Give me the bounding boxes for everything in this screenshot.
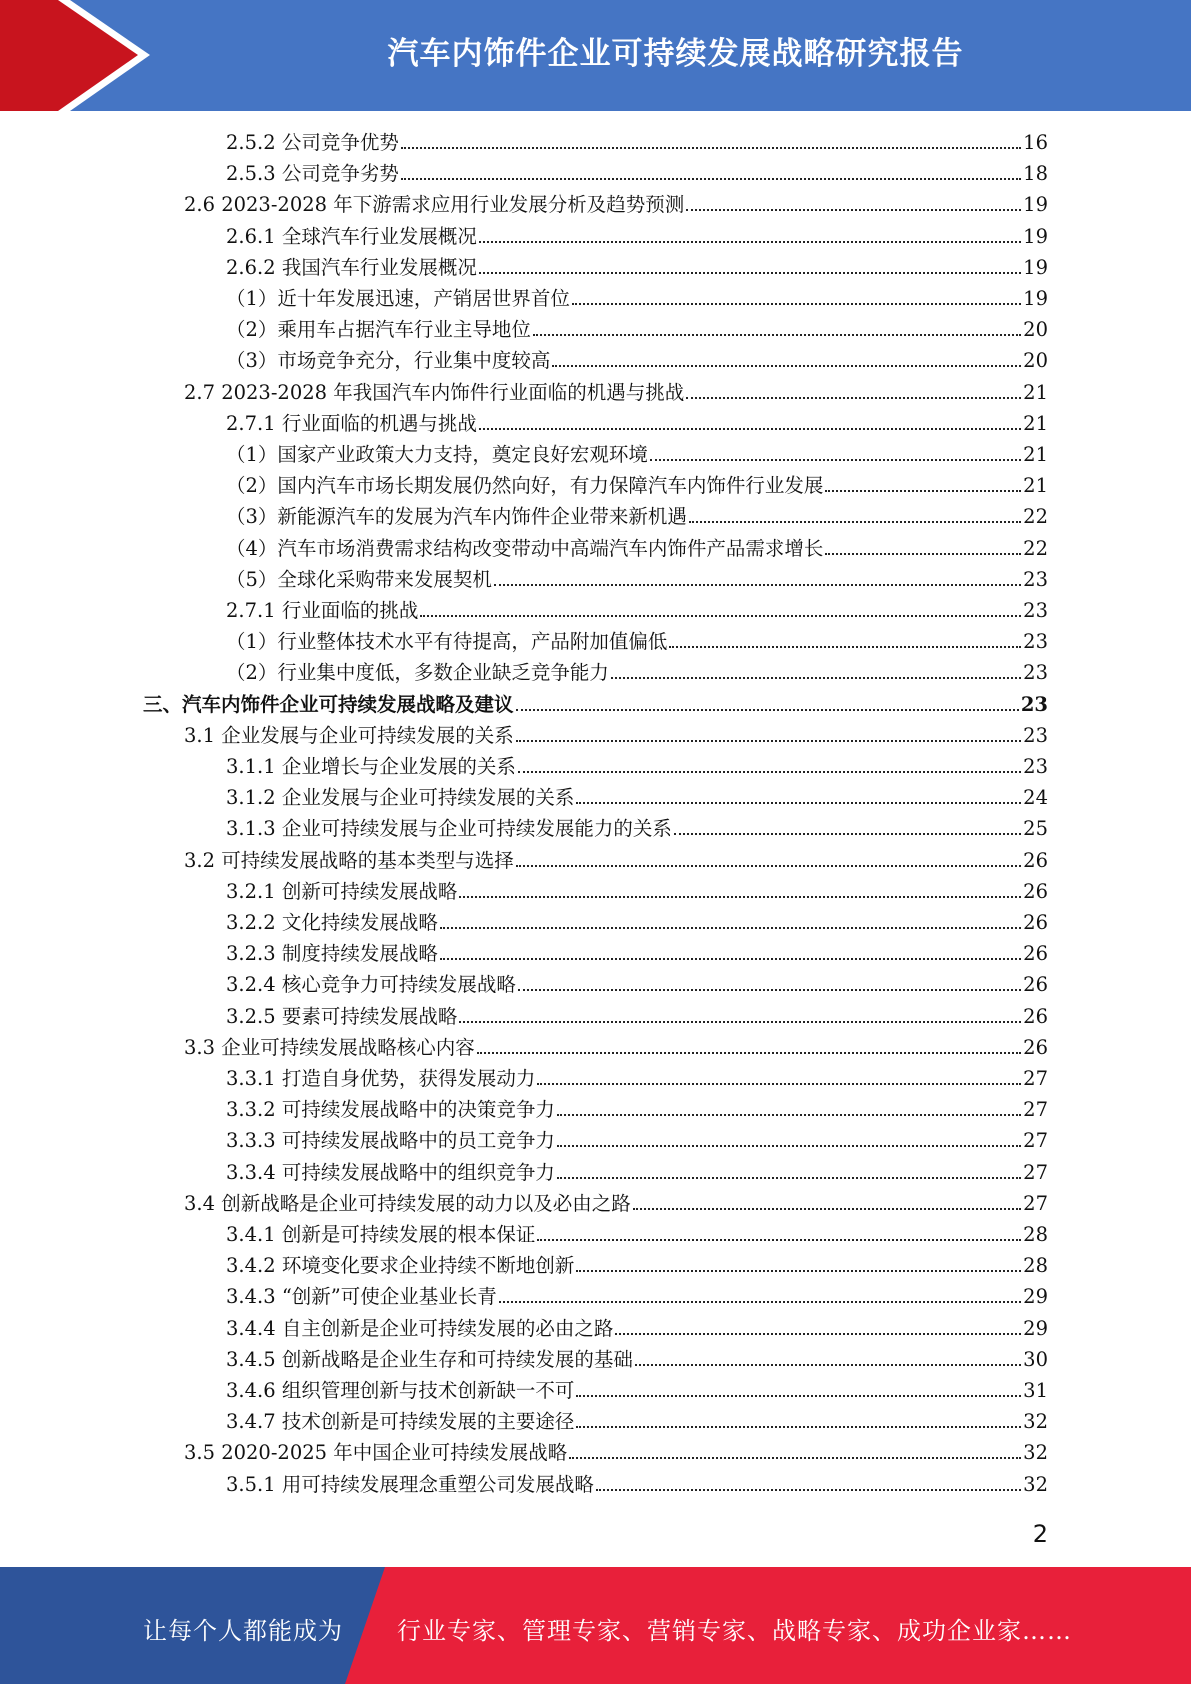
toc-entry[interactable]	[226, 127, 1048, 158]
toc-entry[interactable]	[226, 252, 1048, 283]
toc-entry-title: 3.4.5 创新战略是企业生存和可持续发展的基础	[226, 1347, 633, 1371]
toc-entry[interactable]	[226, 813, 1048, 844]
toc-entry[interactable]	[226, 782, 1048, 813]
toc-entry-title: 2.6 2023-2028 年下游需求应用行业发展分析及趋势预测	[184, 193, 685, 217]
report-title: 汽车内饰件企业可持续发展战略研究报告	[387, 36, 964, 72]
toc-entry-title: 3.3 企业可持续发展战略核心内容	[184, 1035, 475, 1059]
toc-entry-page: 23	[1023, 755, 1048, 778]
toc-entry-page: 23	[1023, 599, 1048, 622]
toc-dot-leader	[557, 1144, 1021, 1147]
toc-entry-page: 22	[1023, 505, 1048, 529]
toc-entry[interactable]	[226, 595, 1048, 626]
toc-entry-title: 3.2.5 要素可持续发展战略	[226, 1004, 458, 1028]
toc-dot-leader	[552, 364, 1021, 367]
toc-dot-leader	[440, 957, 1021, 960]
toc-dot-leader	[557, 1113, 1021, 1116]
toc-dot-leader	[674, 832, 1021, 835]
toc-entry[interactable]	[226, 345, 1048, 376]
toc-entry-page: 32	[1023, 1410, 1048, 1434]
page-header	[0, 0, 1191, 111]
toc-entry-page: 24	[1023, 786, 1048, 810]
toc-dot-leader	[516, 708, 1019, 711]
toc-dot-leader	[516, 739, 1021, 742]
toc-entry[interactable]	[226, 439, 1048, 470]
toc-dot-leader	[518, 988, 1021, 991]
toc-entry[interactable]	[226, 533, 1048, 564]
toc-dot-leader	[615, 1332, 1021, 1335]
toc-entry-page: 21	[1023, 380, 1048, 404]
toc-entry[interactable]	[226, 907, 1048, 938]
toc-dot-leader	[499, 1300, 1021, 1303]
page-number: 2	[1032, 1520, 1048, 1548]
toc-dot-leader	[596, 1488, 1021, 1491]
toc-entry-page: 29	[1023, 1316, 1048, 1340]
toc-entry[interactable]	[226, 408, 1048, 439]
toc-entry[interactable]	[226, 1063, 1048, 1094]
toc-dot-leader	[459, 895, 1021, 898]
toc-entry-page: 19	[1023, 287, 1048, 310]
toc-entry-page: 23	[1023, 630, 1048, 654]
toc-dot-leader	[459, 1020, 1021, 1023]
toc-entry-title: 3.4.1 创新是可持续发展的根本保证	[226, 1223, 536, 1246]
toc-entry-page: 26	[1023, 911, 1048, 934]
toc-dot-leader	[569, 1456, 1021, 1459]
toc-entry-title: （5）全球化采购带来发展契机	[226, 567, 492, 591]
toc-entry-page: 26	[1023, 848, 1048, 872]
toc-entry-title: 3.2 可持续发展战略的基本类型与选择	[184, 848, 514, 872]
toc-entry[interactable]	[226, 1344, 1048, 1375]
toc-entry-page: 26	[1023, 879, 1048, 903]
toc-entry-title: 3.5.1 用可持续发展理念重塑公司发展战略	[226, 1472, 594, 1496]
toc-dot-leader	[533, 333, 1021, 336]
toc-dot-leader	[518, 770, 1021, 773]
toc-entry[interactable]	[226, 158, 1048, 189]
toc-entry[interactable]	[226, 1094, 1048, 1125]
toc-entry[interactable]	[184, 189, 1048, 220]
toc-entry[interactable]	[226, 1281, 1048, 1312]
toc-entry-page: 20	[1023, 349, 1048, 373]
toc-entry-page: 16	[1023, 131, 1048, 154]
toc-entry-title: 3.4.3 “创新”可使企业基业长青	[226, 1285, 497, 1309]
toc-dot-leader	[420, 614, 1021, 617]
toc-dot-leader	[689, 520, 1021, 523]
toc-entry-page: 23	[1020, 692, 1048, 716]
toc-entry-title: 3.5 2020-2025 年中国企业可持续发展战略	[184, 1441, 568, 1465]
toc-entry-title: 3.2.2 文化持续发展战略	[226, 911, 438, 934]
toc-entry-title: （2）国内汽车市场长期发展仍然向好，有力保障汽车内饰件行业发展	[226, 474, 824, 498]
toc-entry-title: （1）行业整体技术水平有待提高，产品附加值偏低	[226, 630, 668, 654]
toc-entry[interactable]	[226, 283, 1048, 314]
toc-entry-title: （1）国家产业政策大力支持，奠定良好宏观环境	[226, 443, 648, 466]
toc-dot-leader	[611, 676, 1021, 679]
toc-entry[interactable]	[226, 1157, 1048, 1188]
toc-dot-leader	[401, 177, 1021, 180]
toc-entry[interactable]	[226, 938, 1048, 969]
toc-entry[interactable]	[143, 689, 1048, 720]
toc-entry[interactable]	[226, 1001, 1048, 1032]
toc-entry[interactable]	[226, 1219, 1048, 1250]
toc-entry-page: 27	[1023, 1129, 1048, 1153]
toc-entry[interactable]	[226, 657, 1048, 688]
toc-dot-leader	[825, 552, 1021, 555]
toc-entry-page: 23	[1023, 567, 1048, 591]
toc-entry-page: 21	[1023, 474, 1048, 498]
toc-entry[interactable]	[184, 377, 1048, 408]
toc-entry[interactable]	[226, 1375, 1048, 1406]
toc-entry-page: 31	[1023, 1379, 1048, 1402]
toc-entry-title: 2.7.1 行业面临的挑战	[226, 599, 419, 622]
toc-entry-page: 19	[1023, 224, 1048, 248]
toc-entry-page: 26	[1023, 942, 1048, 966]
toc-entry[interactable]	[226, 564, 1048, 595]
toc-entry-page: 30	[1023, 1347, 1048, 1371]
toc-dot-leader	[494, 583, 1021, 586]
toc-entry-title: 3.1.3 企业可持续发展与企业可持续发展能力的关系	[226, 817, 672, 841]
toc-dot-leader	[479, 427, 1021, 430]
toc-entry[interactable]	[226, 470, 1048, 501]
toc-entry-title: 3.4.4 自主创新是企业可持续发展的必由之路	[226, 1316, 614, 1340]
toc-dot-leader	[686, 208, 1021, 211]
toc-entry[interactable]	[184, 845, 1048, 876]
toc-entry[interactable]	[226, 1125, 1048, 1156]
toc-entry-page: 32	[1023, 1472, 1048, 1496]
toc-dot-leader	[477, 1051, 1021, 1054]
toc-dot-leader	[576, 1425, 1021, 1428]
toc-dot-leader	[576, 1394, 1021, 1397]
toc-dot-leader	[537, 1082, 1021, 1085]
toc-entry-title: 3.4.6 组织管理创新与技术创新缺一不可	[226, 1379, 575, 1402]
toc-dot-leader	[557, 1176, 1021, 1179]
toc-entry-title: 2.5.2 公司竞争优势	[226, 131, 399, 154]
toc-entry[interactable]	[226, 626, 1048, 657]
toc-entry-page: 25	[1023, 817, 1048, 841]
toc-entry-page: 29	[1023, 1285, 1048, 1309]
toc-entry-title: 3.3.2 可持续发展战略中的决策竞争力	[226, 1098, 555, 1122]
page-footer	[0, 1567, 1191, 1684]
toc-entry-title: 3.2.3 制度持续发展战略	[226, 942, 438, 966]
toc-entry-page: 19	[1023, 255, 1048, 279]
toc-dot-leader	[635, 1363, 1021, 1366]
toc-entry-title: （3）市场竞争充分，行业集中度较高	[226, 349, 551, 373]
toc-entry[interactable]	[226, 1313, 1048, 1344]
toc-dot-leader	[440, 926, 1021, 929]
toc-entry-page: 20	[1023, 318, 1048, 342]
toc-entry-title: 3.4.7 技术创新是可持续发展的主要途径	[226, 1410, 575, 1434]
toc-dot-leader	[576, 801, 1021, 804]
toc-entry-title: 2.7 2023-2028 年我国汽车内饰件行业面临的机遇与挑战	[184, 380, 685, 404]
toc-dot-leader	[516, 864, 1021, 867]
toc-entry-title: 2.7.1 行业面临的机遇与挑战	[226, 411, 477, 435]
toc-entry-title: 3.1 企业发展与企业可持续发展的关系	[184, 723, 514, 747]
toc-entry[interactable]	[184, 1188, 1048, 1219]
toc-dot-leader	[572, 302, 1021, 305]
toc-entry-page: 21	[1023, 411, 1048, 435]
footer-slogan-right: 行业专家、管理专家、营销专家、战略专家、成功企业家……	[397, 1617, 1072, 1645]
toc-entry-page: 27	[1023, 1098, 1048, 1122]
toc-entry-title: （2）乘用车占据汽车行业主导地位	[226, 318, 531, 342]
toc-entry-title: 3.3.4 可持续发展战略中的组织竞争力	[226, 1160, 555, 1184]
toc-entry-page: 19	[1023, 193, 1048, 217]
toc-entry-page: 26	[1023, 973, 1048, 997]
toc-dot-leader	[537, 1238, 1021, 1241]
toc-entry-title: 3.2.4 核心竞争力可持续发展战略	[226, 973, 516, 997]
toc-entry-title: 3.2.1 创新可持续发展战略	[226, 879, 458, 903]
toc-entry-title: 3.3.3 可持续发展战略中的员工竞争力	[226, 1129, 555, 1153]
toc-entry-title: 3.4 创新战略是企业可持续发展的动力以及必由之路	[184, 1191, 631, 1215]
toc-entry[interactable]	[226, 969, 1048, 1000]
toc-entry-page: 26	[1023, 1035, 1048, 1059]
toc-dot-leader	[669, 645, 1021, 648]
toc-entry-title: 3.3.1 打造自身优势，获得发展动力	[226, 1067, 536, 1090]
toc-entry[interactable]	[226, 314, 1048, 345]
toc-entry-title: （1）近十年发展迅速，产销居世界首位	[226, 287, 570, 310]
toc-entry-page: 18	[1023, 162, 1048, 186]
toc-entry-page: 22	[1023, 536, 1048, 560]
toc-entry-page: 23	[1023, 661, 1048, 685]
toc-entry[interactable]	[226, 221, 1048, 252]
toc-entry-title: （2）行业集中度低，多数企业缺乏竞争能力	[226, 661, 609, 685]
toc-entry-page: 27	[1023, 1160, 1048, 1184]
toc-dot-leader	[479, 240, 1021, 243]
toc-dot-leader	[650, 458, 1021, 461]
toc-dot-leader	[825, 489, 1021, 492]
toc-entry[interactable]	[184, 1437, 1048, 1468]
toc-dot-leader	[401, 146, 1021, 149]
toc-entry-page: 27	[1023, 1191, 1048, 1215]
toc-entry-page: 27	[1023, 1067, 1048, 1090]
toc-entry[interactable]	[226, 751, 1048, 782]
toc-entry-title: 2.5.3 公司竞争劣势	[226, 162, 399, 186]
toc-entry-title: 3.1.1 企业增长与企业发展的关系	[226, 755, 516, 778]
toc-entry[interactable]	[226, 1469, 1048, 1500]
toc-entry-page: 21	[1023, 443, 1048, 466]
toc-entry-title: 2.6.2 我国汽车行业发展概况	[226, 255, 477, 279]
toc-entry-title: （4）汽车市场消费需求结构改变带动中高端汽车内饰件产品需求增长	[226, 536, 824, 560]
toc-dot-leader	[576, 1269, 1021, 1272]
toc-entry[interactable]	[226, 501, 1048, 532]
toc-entry[interactable]	[226, 1406, 1048, 1437]
toc-dot-leader	[633, 1207, 1021, 1210]
toc-entry-title: （3）新能源汽车的发展为汽车内饰件企业带来新机遇	[226, 505, 687, 529]
toc-entry-title: 2.6.1 全球汽车行业发展概况	[226, 224, 477, 248]
toc-entry-page: 26	[1023, 1004, 1048, 1028]
toc-entry-page: 28	[1023, 1223, 1048, 1246]
toc-entry-page: 32	[1023, 1441, 1048, 1465]
toc-entry-title: 三、汽车内饰件企业可持续发展战略及建议	[143, 692, 514, 716]
toc-dot-leader	[479, 271, 1021, 274]
toc-entry-page: 28	[1023, 1254, 1048, 1278]
toc-entry[interactable]	[184, 720, 1048, 751]
toc-entry-page: 23	[1023, 723, 1048, 747]
toc-entry-title: 3.1.2 企业发展与企业可持续发展的关系	[226, 786, 575, 810]
toc-entry[interactable]	[226, 1250, 1048, 1281]
toc-entry-title: 3.4.2 环境变化要求企业持续不断地创新	[226, 1254, 575, 1278]
toc-dot-leader	[686, 396, 1021, 399]
toc-entry[interactable]	[226, 876, 1048, 907]
footer-slogan-left: 让每个人都能成为	[143, 1617, 343, 1645]
toc-entry[interactable]	[184, 1032, 1048, 1063]
